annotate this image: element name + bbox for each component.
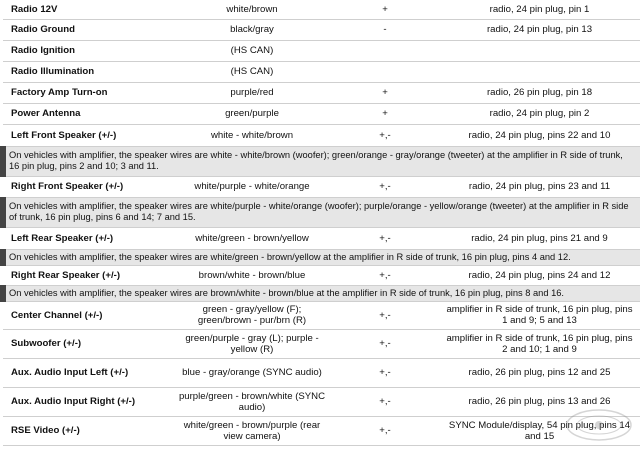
- wire-location: amplifier in R side of trunk, 16 pin plug, pins 2 and 10; 1 and 9: [439, 329, 640, 358]
- table-row: [3, 176, 640, 197]
- wire-location: radio, 26 pin plug, pins 13 and 26: [439, 387, 640, 416]
- wire-color: white/green - brown/purple (rear view camera): [173, 416, 331, 445]
- wire-name: Left Front Speaker (+/-): [3, 124, 173, 146]
- wire-polarity: +,-: [331, 358, 439, 387]
- wire-color: green/purple: [173, 103, 331, 124]
- table-row: [3, 103, 640, 124]
- table-row: [3, 61, 640, 82]
- wire-location: radio, 24 pin plug, pins 23 and 11: [439, 176, 640, 197]
- amplifier-note-row: [3, 249, 640, 265]
- wire-location: radio, 24 pin plug, pin 13: [439, 19, 640, 40]
- wire-polarity: +: [331, 82, 439, 103]
- wire-name: Radio 12V: [3, 0, 173, 19]
- wire-location: SYNC Module/display, 54 pin plug, pins 14 and 15: [439, 416, 640, 445]
- wire-color: white - white/brown: [173, 124, 331, 146]
- wire-polarity: -: [331, 19, 439, 40]
- table-row: [3, 301, 640, 329]
- table-row: [3, 416, 640, 445]
- wire-name: Factory Amp Turn-on: [3, 82, 173, 103]
- wire-location: radio, 26 pin plug, pins 12 and 25: [439, 358, 640, 387]
- wire-color: white/green - brown/yellow: [173, 227, 331, 249]
- wire-name: RSE Video (+/-): [3, 416, 173, 445]
- wire-color: purple/green - brown/white (SYNC audio): [173, 387, 331, 416]
- wire-polarity: +: [331, 103, 439, 124]
- amplifier-note-row: [3, 285, 640, 301]
- wire-name: Radio Illumination: [3, 61, 173, 82]
- wire-polarity: +,-: [331, 265, 439, 285]
- wire-color: green - gray/yellow (F); green/brown - pur/brn (R): [173, 301, 331, 329]
- wire-color: black/gray: [173, 19, 331, 40]
- wire-location: radio, 24 pin plug, pin 1: [439, 0, 640, 19]
- amplifier-note-row: [3, 146, 640, 176]
- wire-location: radio, 24 pin plug, pins 22 and 10: [439, 124, 640, 146]
- table-row: [3, 358, 640, 387]
- table-row: [3, 124, 640, 146]
- wire-color: green/purple - gray (L); purple - yellow (R): [173, 329, 331, 358]
- table-row: [3, 19, 640, 40]
- amplifier-note-row: [3, 197, 640, 227]
- wire-name: Power Antenna: [3, 103, 173, 124]
- wire-location: radio, 24 pin plug, pins 24 and 12: [439, 265, 640, 285]
- wire-polarity: +,-: [331, 329, 439, 358]
- wire-name: Radio Ground: [3, 19, 173, 40]
- wire-polarity: +,-: [331, 176, 439, 197]
- wire-name: Right Front Speaker (+/-): [3, 176, 173, 197]
- wire-name: Left Rear Speaker (+/-): [3, 227, 173, 249]
- table-row: [3, 82, 640, 103]
- wire-color: blue - gray/orange (SYNC audio): [173, 358, 331, 387]
- wire-polarity: +,-: [331, 227, 439, 249]
- wire-color: white/purple - white/orange: [173, 176, 331, 197]
- wire-name: Right Rear Speaker (+/-): [3, 265, 173, 285]
- wire-polarity: [331, 40, 439, 61]
- wire-polarity: +,-: [331, 387, 439, 416]
- wire-polarity: +,-: [331, 124, 439, 146]
- wire-name: Subwoofer (+/-): [3, 329, 173, 358]
- wire-polarity: +: [331, 0, 439, 19]
- amplifier-note: On vehicles with amplifier, the speaker wires are brown/white - brown/blue at the amplifier in R side of trunk, 16 pin plug, pins 8 and 16.: [3, 285, 640, 301]
- wire-location: radio, 24 pin plug, pin 2: [439, 103, 640, 124]
- table-row: [3, 265, 640, 285]
- table-row: [3, 227, 640, 249]
- amplifier-note: On vehicles with amplifier, the speaker wires are white/purple - white/orange (woofer); purple/orange - yellow/orange (tweeter) at the amplifier in R side of trunk, 16 pin plug, pins 6 and 14; 7 and 15.: [3, 197, 640, 227]
- wire-name: Aux. Audio Input Right (+/-): [3, 387, 173, 416]
- wire-name: Radio Ignition: [3, 40, 173, 61]
- wire-location: amplifier in R side of trunk, 16 pin plug, pins 1 and 9; 5 and 13: [439, 301, 640, 329]
- wire-location: [439, 40, 640, 61]
- wire-location: [439, 61, 640, 82]
- wire-color: purple/red: [173, 82, 331, 103]
- wire-color: (HS CAN): [173, 40, 331, 61]
- wire-name: Aux. Audio Input Left (+/-): [3, 358, 173, 387]
- amplifier-note: On vehicles with amplifier, the speaker wires are white/green - brown/yellow at the amplifier in R side of trunk, 16 pin plug, pins 4 and 12.: [3, 249, 640, 265]
- amplifier-note: On vehicles with amplifier, the speaker wires are white - white/brown (woofer); green/orange - gray/orange (tweeter) at the amplifier in R side of trunk, 16 pin plug, pins 2 and 10; 3 and 11.: [3, 146, 640, 176]
- table-row: [3, 329, 640, 358]
- wire-location: radio, 24 pin plug, pins 21 and 9: [439, 227, 640, 249]
- wire-polarity: +,-: [331, 416, 439, 445]
- wire-name: Center Channel (+/-): [3, 301, 173, 329]
- wire-polarity: +,-: [331, 301, 439, 329]
- wire-color: (HS CAN): [173, 61, 331, 82]
- wire-location: radio, 26 pin plug, pin 18: [439, 82, 640, 103]
- wire-color: brown/white - brown/blue: [173, 265, 331, 285]
- wire-color: white/brown: [173, 0, 331, 19]
- wire-polarity: [331, 61, 439, 82]
- table-row: [3, 387, 640, 416]
- table-row: [3, 40, 640, 61]
- table-row: [3, 0, 640, 19]
